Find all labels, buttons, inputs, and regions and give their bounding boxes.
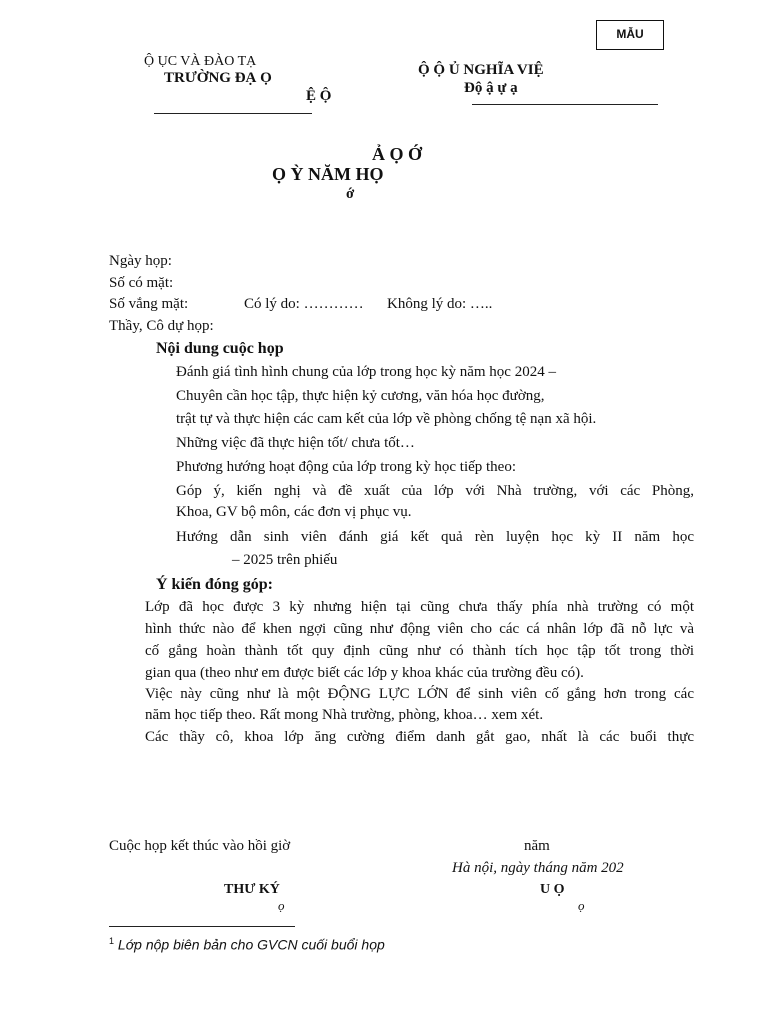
opinion-line: cố gắng hoàn thành tốt quy định cũng như có thành tích học tập tốt trong thời xyxy=(145,643,694,659)
header-right-underline xyxy=(472,104,658,105)
meeting-item: Đánh giá tình hình chung của lớp trong học kỳ năm học 2024 – xyxy=(176,364,556,380)
secretary-signature-note: ọ xyxy=(278,898,285,913)
footnote-text: Lớp nộp biên bản cho GVCN cuối buổi họp xyxy=(117,936,385,953)
meeting-content-heading: Nội dung cuộc họp xyxy=(156,340,284,357)
footnote-separator xyxy=(109,926,295,927)
teachers-attending: Thầy, Cô dự họp: xyxy=(109,318,214,334)
place-and-date: Hà nội, ngày tháng năm 202 xyxy=(452,860,624,876)
opinion-line: Lớp đã học được 3 kỳ nhưng hiện tại cũng chưa thấy phía nhà trường có một xyxy=(145,599,694,615)
meeting-item: Chuyên cần học tập, thực hiện kỷ cương, văn hóa học đường, xyxy=(176,388,545,404)
meeting-date: Ngày họp: xyxy=(109,253,172,269)
absent-unexcused: Không lý do: ….. xyxy=(387,296,493,312)
meeting-item: Hướng dẫn sinh viên đánh giá kết quả rèn luyện học kỳ II năm học xyxy=(176,529,694,545)
header-motto: Độ ậ ự ạ xyxy=(464,80,518,96)
header-school: TRƯỜNG ĐẠ Ọ xyxy=(164,70,272,86)
opinion-line: gian qua (theo như em được biết các lớp y khoa khác của trường đều có). xyxy=(145,665,584,681)
meeting-item: – 2025 trên phiếu xyxy=(232,552,338,568)
meeting-item: Khoa, GV bộ môn, các đơn vị phục vụ. xyxy=(176,504,412,520)
meeting-end-time: Cuộc họp kết thúc vào hồi giờ xyxy=(109,838,291,854)
meeting-item: Những việc đã thực hiện tốt/ chưa tốt… xyxy=(176,435,415,451)
opinion-heading: Ý kiến đóng góp: xyxy=(156,576,273,593)
chair-signature-note: ọ xyxy=(578,898,585,913)
footnote xyxy=(109,936,385,953)
opinion-line: hình thức nào để khen ngợi cũng như động viên cho các cá nhân lớp đã nỗ lực và xyxy=(145,621,694,637)
meeting-end-year: năm xyxy=(524,838,550,854)
header-republic: Ộ Ộ Ủ NGHĨA VIỆ xyxy=(418,62,544,78)
document-title: Ả Ọ Ớ xyxy=(372,144,423,164)
form-tag-box xyxy=(596,20,664,50)
meeting-item: Góp ý, kiến nghị và đề xuất của lớp với Nhà trường, với các Phòng, xyxy=(176,483,694,499)
absent-excused: Có lý do: ………… xyxy=(244,296,364,312)
meeting-item: Phương hướng hoạt động của lớp trong kỳ học tiếp theo: xyxy=(176,459,517,475)
opinion-line: Việc này cũng như là một ĐỘNG LỰC LỚN để sinh viên cố gắng hơn trong các xyxy=(145,686,694,702)
present-count: Số có mặt: xyxy=(109,275,174,291)
opinion-line: Các thầy cô, khoa lớp ăng cường điểm danh gắt gao, nhất là các buổi thực xyxy=(145,729,694,745)
form-tag: MẪU xyxy=(616,27,644,41)
secretary-label: THƯ KÝ xyxy=(224,882,280,897)
footnote-mark: 1 xyxy=(109,936,115,946)
header-department: Ệ Ộ xyxy=(306,88,332,104)
opinion-line: năm học tiếp theo. Rất mong Nhà trường, phòng, khoa… xem xét. xyxy=(145,707,544,723)
document-class-line: ớ xyxy=(346,186,355,202)
header-ministry: Ộ ỤC VÀ ĐÀO TẠ xyxy=(144,54,257,69)
meeting-item: trật tự và thực hiện các cam kết của lớp về phòng chống tệ nạn xã hội. xyxy=(176,411,597,427)
document-subtitle: Ọ Ỳ NĂM HỌ xyxy=(272,164,384,184)
chair-label: U Ọ xyxy=(540,882,565,897)
header-left-underline xyxy=(154,113,312,114)
absent-count: Số vắng mặt: xyxy=(109,296,189,312)
